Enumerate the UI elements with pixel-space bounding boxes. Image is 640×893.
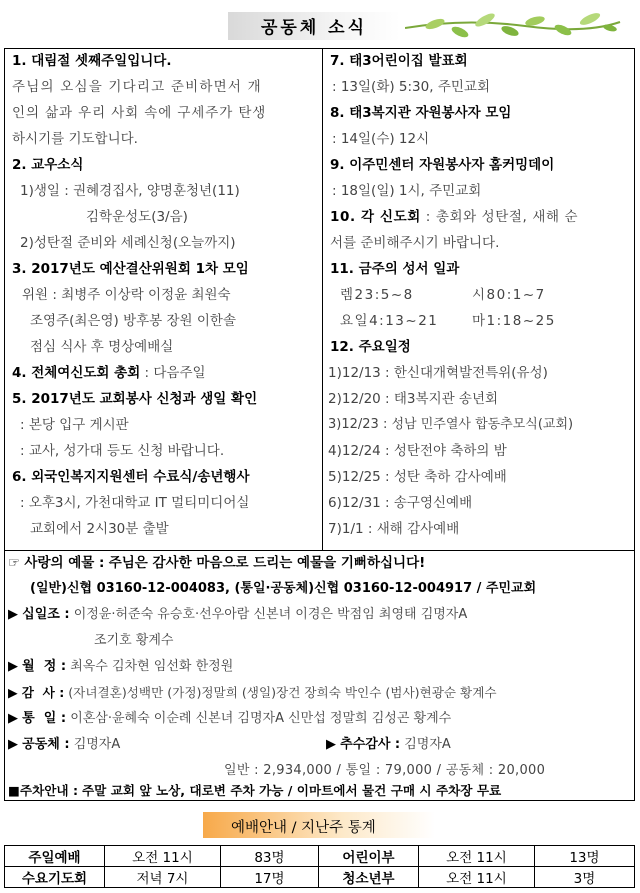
service-count: 13명 <box>534 846 634 867</box>
stats-title-bar <box>203 812 435 838</box>
monthly-label: 월 정 : <box>22 659 67 674</box>
bullet-icon: ▶ <box>8 659 18 674</box>
monthly-names: 최옥수 김차현 임선화 한정원 <box>70 659 234 674</box>
pointing-hand-icon: ☞ <box>8 555 21 571</box>
stats-table <box>4 845 635 888</box>
offering-account: (일반)신협 03160-12-004083, (통일·공동체)신협 03160-12-004917 / 주민교회 <box>30 581 537 596</box>
unification-names: 이혼삼·윤혜숙 이순례 신본녀 김명자A 신만섭 정말희 김성곤 황계수 <box>70 711 452 726</box>
item-4-title: 4. 전체여신도회 총회 <box>12 365 141 381</box>
offering-row-harvest <box>326 736 451 754</box>
item-6-line-1: : 오후3시, 가천대학교 IT 멀티미디어실 <box>20 495 250 511</box>
item-1-line-3: 하시기를 기도합니다. <box>12 131 138 147</box>
item-9-detail: : 18일(일) 1시, 주민교회 <box>332 183 482 199</box>
item-3-line-1: 위원 : 최병주 이상락 이정윤 최원숙 <box>22 287 231 303</box>
item-4 <box>12 364 206 382</box>
service-count: 83명 <box>220 846 318 867</box>
tithe-names-2: 조기호 황계수 <box>94 633 174 648</box>
bullet-icon: ▶ <box>8 607 18 622</box>
page-title: 공동체 소식 <box>260 18 368 38</box>
item-8-detail: : 14일(수) 12시 <box>332 131 430 147</box>
event-1: 1)12/13 : 한신대개혁발전특위(유성) <box>328 365 548 381</box>
item-7-detail: : 13일(화) 5:30, 주민교회 <box>332 79 490 95</box>
event-5: 5)12/25 : 성탄 축하 감사예배 <box>328 469 507 485</box>
tithe-names: 이정윤·허준숙 유승호·선우아람 신본녀 이경은 박점임 최영태 김명자A <box>73 607 468 622</box>
header <box>0 0 640 50</box>
leaf-decoration-icon <box>405 6 625 46</box>
service-count: 3명 <box>534 867 634 888</box>
event-4: 4)12/24 : 성탄전야 축하의 밤 <box>328 443 507 459</box>
service-time: 오전 11시 <box>105 846 221 867</box>
offering-intro <box>8 554 425 572</box>
service-time: 오전 11시 <box>419 846 535 867</box>
offering-row-monthly <box>8 658 233 676</box>
offering-totals: 일반 : 2,934,000 / 통일 : 79,000 / 공동체 : 20,000 <box>224 763 546 778</box>
parking-info <box>8 782 501 800</box>
item-8-title: 8. 태3복지관 자원봉사자 모임 <box>330 105 512 121</box>
service-count: 17명 <box>220 867 318 888</box>
table-row <box>5 846 635 867</box>
harvest-label: 추수감사 : <box>340 737 401 752</box>
service-name: 수요기도회 <box>5 867 105 888</box>
reading-1a: 렘23:5~8 <box>340 287 414 303</box>
offering-label: 사랑의 예물 : <box>24 555 105 571</box>
reading-2a: 요일4:13~21 <box>340 313 439 329</box>
column-divider <box>322 48 323 550</box>
thanks-label: 감 사 : <box>21 685 65 700</box>
item-4-detail: : 다음주일 <box>140 365 206 381</box>
item-6-title: 6. 외국인복지지원센터 수료식/송년행사 <box>12 469 250 485</box>
bullet-icon: ▶ <box>326 737 336 752</box>
bullet-icon: ▶ <box>8 685 18 700</box>
item-3-line-2: 조영주(최은영) 방후봉 장원 이한솔 <box>30 313 236 329</box>
unification-label: 통 일 : <box>22 711 67 726</box>
item-1-line-2: 인의 삶과 우리 사회 속에 구세주가 탄생 <box>12 105 267 121</box>
item-5-line-2: : 교사, 성가대 등도 신청 바랍니다. <box>20 443 225 459</box>
service-name: 주일예배 <box>5 846 105 867</box>
offering-intro-text: 주님은 감사한 마음으로 드리는 예물을 기뻐하십니다! <box>108 555 426 571</box>
item-1-line-1: 주님의 오심을 기다리고 준비하면서 개 <box>12 79 262 95</box>
thanks-names: (자녀결혼)성백만 (가정)정말희 (생일)장건 장희숙 박인수 (범사)현광순 황계수 <box>68 685 497 700</box>
parking-text: 주말 교회 앞 노상, 대로변 주차 가능 / 이마트에서 물건 구매 시 주차장 무료 <box>82 783 502 798</box>
item-2-line-3: 2)성탄절 준비와 세례신청(오늘까지) <box>20 235 236 251</box>
item-5-line-1: : 본당 입구 게시판 <box>20 417 129 433</box>
item-7-title: 7. 태3어린이집 발표회 <box>330 53 468 69</box>
item-11-title: 11. 금주의 성서 일과 <box>330 261 460 277</box>
community-names: 김명자A <box>73 737 121 752</box>
item-5-title: 5. 2017년도 교회봉사 신청과 생일 확인 <box>12 391 258 407</box>
item-10-detail: : 총회와 성탄절, 새해 순 <box>420 209 579 225</box>
item-10-title: 10. 각 신도회 <box>330 209 421 225</box>
event-7: 7)1/1 : 새해 감사예배 <box>328 521 460 537</box>
service-time: 오전 11시 <box>419 867 535 888</box>
event-6: 6)12/31 : 송구영신예배 <box>328 495 473 511</box>
item-2-line-1: 1)생일 : 권혜경집사, 양명훈청년(11) <box>20 183 240 199</box>
item-12-title: 12. 주요일정 <box>330 339 411 355</box>
event-2: 2)12/20 : 태3복지관 송년회 <box>328 391 499 407</box>
community-label: 공동체 : <box>22 737 70 752</box>
table-row <box>5 867 635 888</box>
event-3: 3)12/23 : 성남 민주열사 합동추모식(교회) <box>328 417 574 432</box>
service-time: 저녁 7시 <box>105 867 221 888</box>
service-name: 청소년부 <box>319 867 419 888</box>
item-3-title: 3. 2017년도 예산결산위원회 1차 모임 <box>12 261 249 277</box>
offering-row-community <box>8 736 120 754</box>
item-1-title: 1. 대림절 셋째주일입니다. <box>12 53 172 69</box>
bullet-icon: ▶ <box>8 737 18 752</box>
section-divider <box>4 550 635 551</box>
service-name: 어린이부 <box>319 846 419 867</box>
item-9-title: 9. 이주민센터 자원봉사자 홈커밍데이 <box>330 157 555 173</box>
stats-title: 예배안내 / 지난주 통계 <box>231 820 376 836</box>
item-2-title: 2. 교우소식 <box>12 157 84 173</box>
offering-row-unification <box>8 710 451 728</box>
item-10-detail-2: 서를 준비해주시기 바랍니다. <box>330 235 500 251</box>
item-2-line-2: 김학운성도(3/음) <box>86 209 188 225</box>
offering-row-tithe <box>8 606 467 624</box>
tithe-label: 십일조 : <box>22 607 70 622</box>
bullet-icon: ▶ <box>8 711 18 726</box>
offering-row-thanks <box>8 684 497 702</box>
parking-label: ■주차안내 : <box>8 783 78 798</box>
item-6-line-2: 교회에서 2시30분 출발 <box>30 521 169 537</box>
item-10 <box>330 208 578 226</box>
reading-2b: 마1:18~25 <box>472 313 556 329</box>
item-3-line-3: 점심 식사 후 명상예배실 <box>30 339 174 355</box>
harvest-names: 김명자A <box>404 737 451 752</box>
reading-1b: 시80:1~7 <box>472 287 546 303</box>
